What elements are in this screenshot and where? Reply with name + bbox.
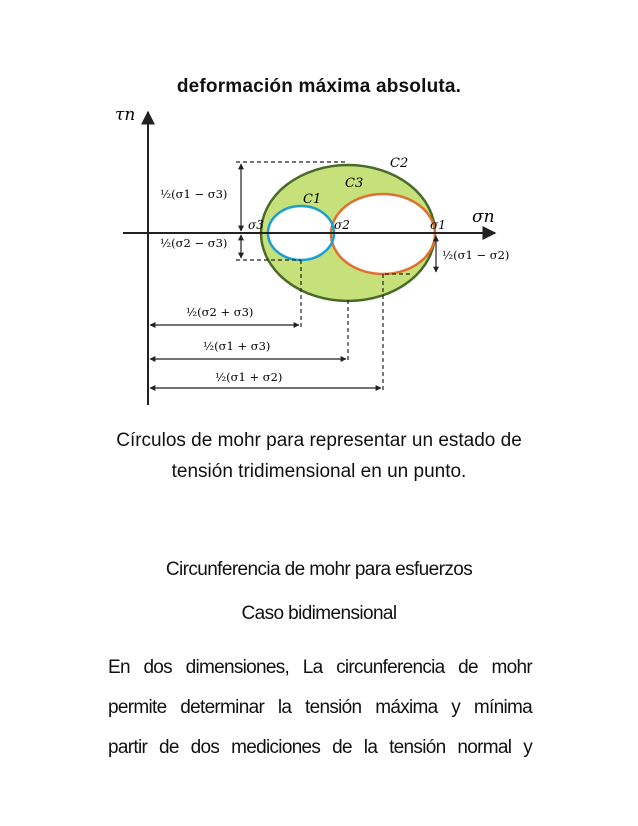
caption-line-2: tensión tridimensional en un punto.	[171, 461, 467, 482]
label-half-s2-minus-s3: ½(σ2 − σ3)	[160, 236, 228, 250]
paragraph-line-1: En dos dimensiones, La circunferencia de mohr	[108, 657, 532, 678]
label-half-s1-minus-s3: ½(σ1 − σ3)	[160, 187, 228, 201]
caption-line-1: Círculos de mohr para representar un estado de	[116, 430, 522, 451]
point-label-sigma1: σ1	[430, 218, 446, 232]
sigma-axis-label: σn	[472, 207, 495, 227]
mohr-circles-diagram	[0, 100, 638, 410]
label-half-s2-plus-s3: ½(σ2 + σ3)	[186, 305, 254, 319]
circle-label-c2: C2	[390, 156, 409, 171]
section-title: Circunferencia de mohr para esfuerzos	[165, 559, 473, 580]
circle-label-c1: C1	[303, 192, 322, 207]
point-label-sigma3: σ3	[248, 218, 264, 232]
circle-label-c3: C3	[345, 176, 364, 191]
label-half-s1-plus-s3: ½(σ1 + σ3)	[203, 339, 271, 353]
paragraph-line-3: partir de dos mediciones de la tensión normal y	[108, 737, 532, 758]
label-half-s1-plus-s2: ½(σ1 + σ2)	[215, 370, 283, 384]
body-paragraph	[108, 648, 532, 768]
point-label-sigma2: σ2	[334, 218, 350, 232]
tau-axis-label: τn	[115, 105, 136, 125]
subsection-title: Caso bidimensional	[241, 603, 397, 624]
figure-caption	[96, 425, 542, 487]
paragraph-line-2: permite determinar la tensión máxima y mínima	[108, 697, 532, 718]
page-heading: deformación máxima absoluta.	[176, 76, 462, 97]
label-half-s1-minus-s2: ½(σ1 − σ2)	[442, 248, 510, 262]
